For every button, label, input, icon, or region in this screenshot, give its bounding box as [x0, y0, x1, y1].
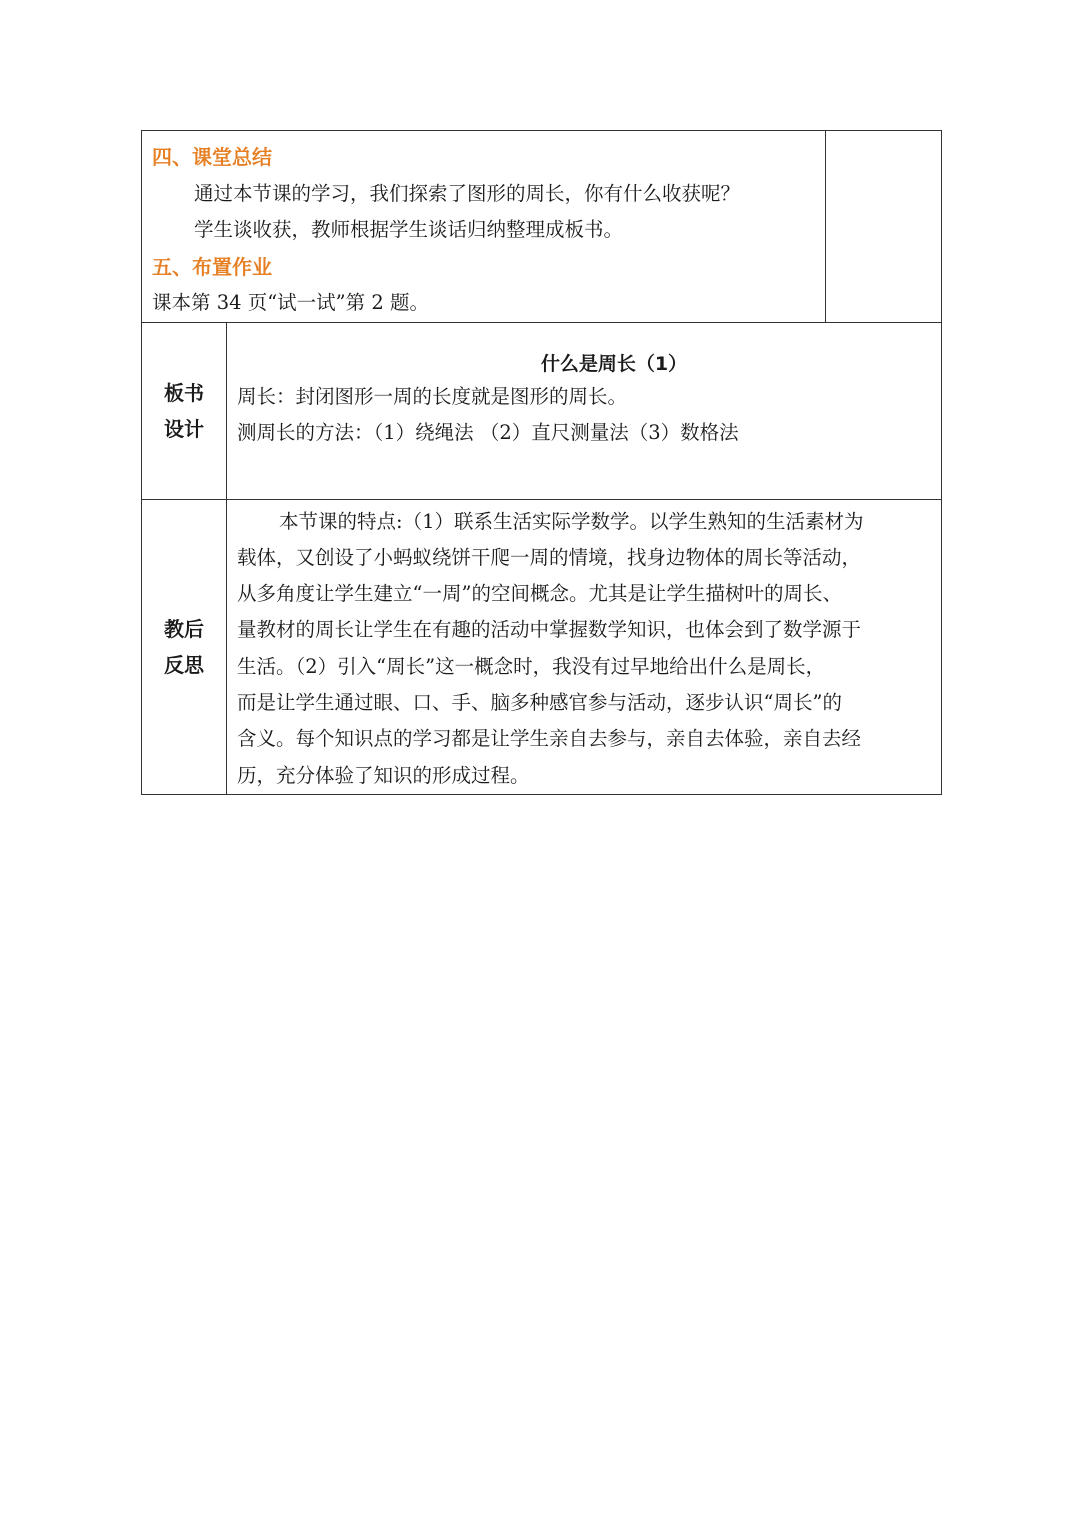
lesson-plan-table — [141, 130, 942, 795]
board-title: 什么是周长（1） — [540, 352, 688, 375]
reflection-label — [142, 499, 227, 794]
summary-line-2: 学生谈收获，教师根据学生谈话归纳整理成板书。 — [194, 218, 624, 241]
board-design-row — [142, 322, 942, 499]
summary-line-1: 通过本节课的学习，我们探索了图形的周长，你有什么收获呢？ — [194, 181, 741, 205]
reflection-line: 历，充分体验了知识的形成过程。 — [237, 763, 530, 787]
reflection-line: 载体，又创设了小蚂蚁绕饼干爬一周的情境，找身边物体的周长等活动， — [237, 545, 862, 569]
reflection-line: 量教材的周长让学生在有趣的活动中掌握数学知识，也体会到了数学源于 — [237, 618, 862, 642]
reflection-content — [227, 499, 942, 794]
reflection-line: 含义。每个知识点的学习都是让学生亲自去参与，亲自去体验，亲自去经 — [237, 727, 862, 751]
reflection-line: 而是让学生通过眼、口、手、脑多种感官参与活动，逐步认识“周长”的 — [237, 690, 842, 714]
notes-cell — [826, 131, 942, 323]
reflection-line: 从多角度让学生建立“一周”的空间概念。尤其是让学生描树叶的周长、 — [237, 582, 842, 606]
reflection-row — [142, 499, 942, 794]
board-design-label — [142, 322, 227, 499]
reflection-label-line-2: 反思 — [164, 652, 204, 677]
board-label-line-1: 板书 — [164, 380, 204, 405]
board-line-2: 测周长的方法：（1）绕绳法 （2）直尺测量法（3）数格法 — [237, 421, 739, 444]
reflection-line: 本节课的特点:（1）联系生活实际学数学。以学生熟知的生活素材为 — [279, 509, 864, 533]
reflection-line: 生活。（2）引入“周长”这一概念时，我没有过早地给出什么是周长， — [237, 654, 826, 678]
summary-homework-cell — [142, 131, 826, 323]
board-design-content — [227, 322, 942, 499]
summary-homework-row — [142, 131, 942, 323]
homework-heading: 五、布置作业 — [152, 254, 272, 279]
summary-heading: 四、课堂总结 — [152, 145, 272, 169]
reflection-label-line-1: 教后 — [164, 616, 204, 641]
board-label-line-2: 设计 — [164, 416, 204, 441]
board-line-1: 周长：封闭图形一周的长度就是图形的周长。 — [237, 384, 628, 408]
homework-text: 课本第 34 页“试一试”第 2 题。 — [152, 291, 429, 314]
